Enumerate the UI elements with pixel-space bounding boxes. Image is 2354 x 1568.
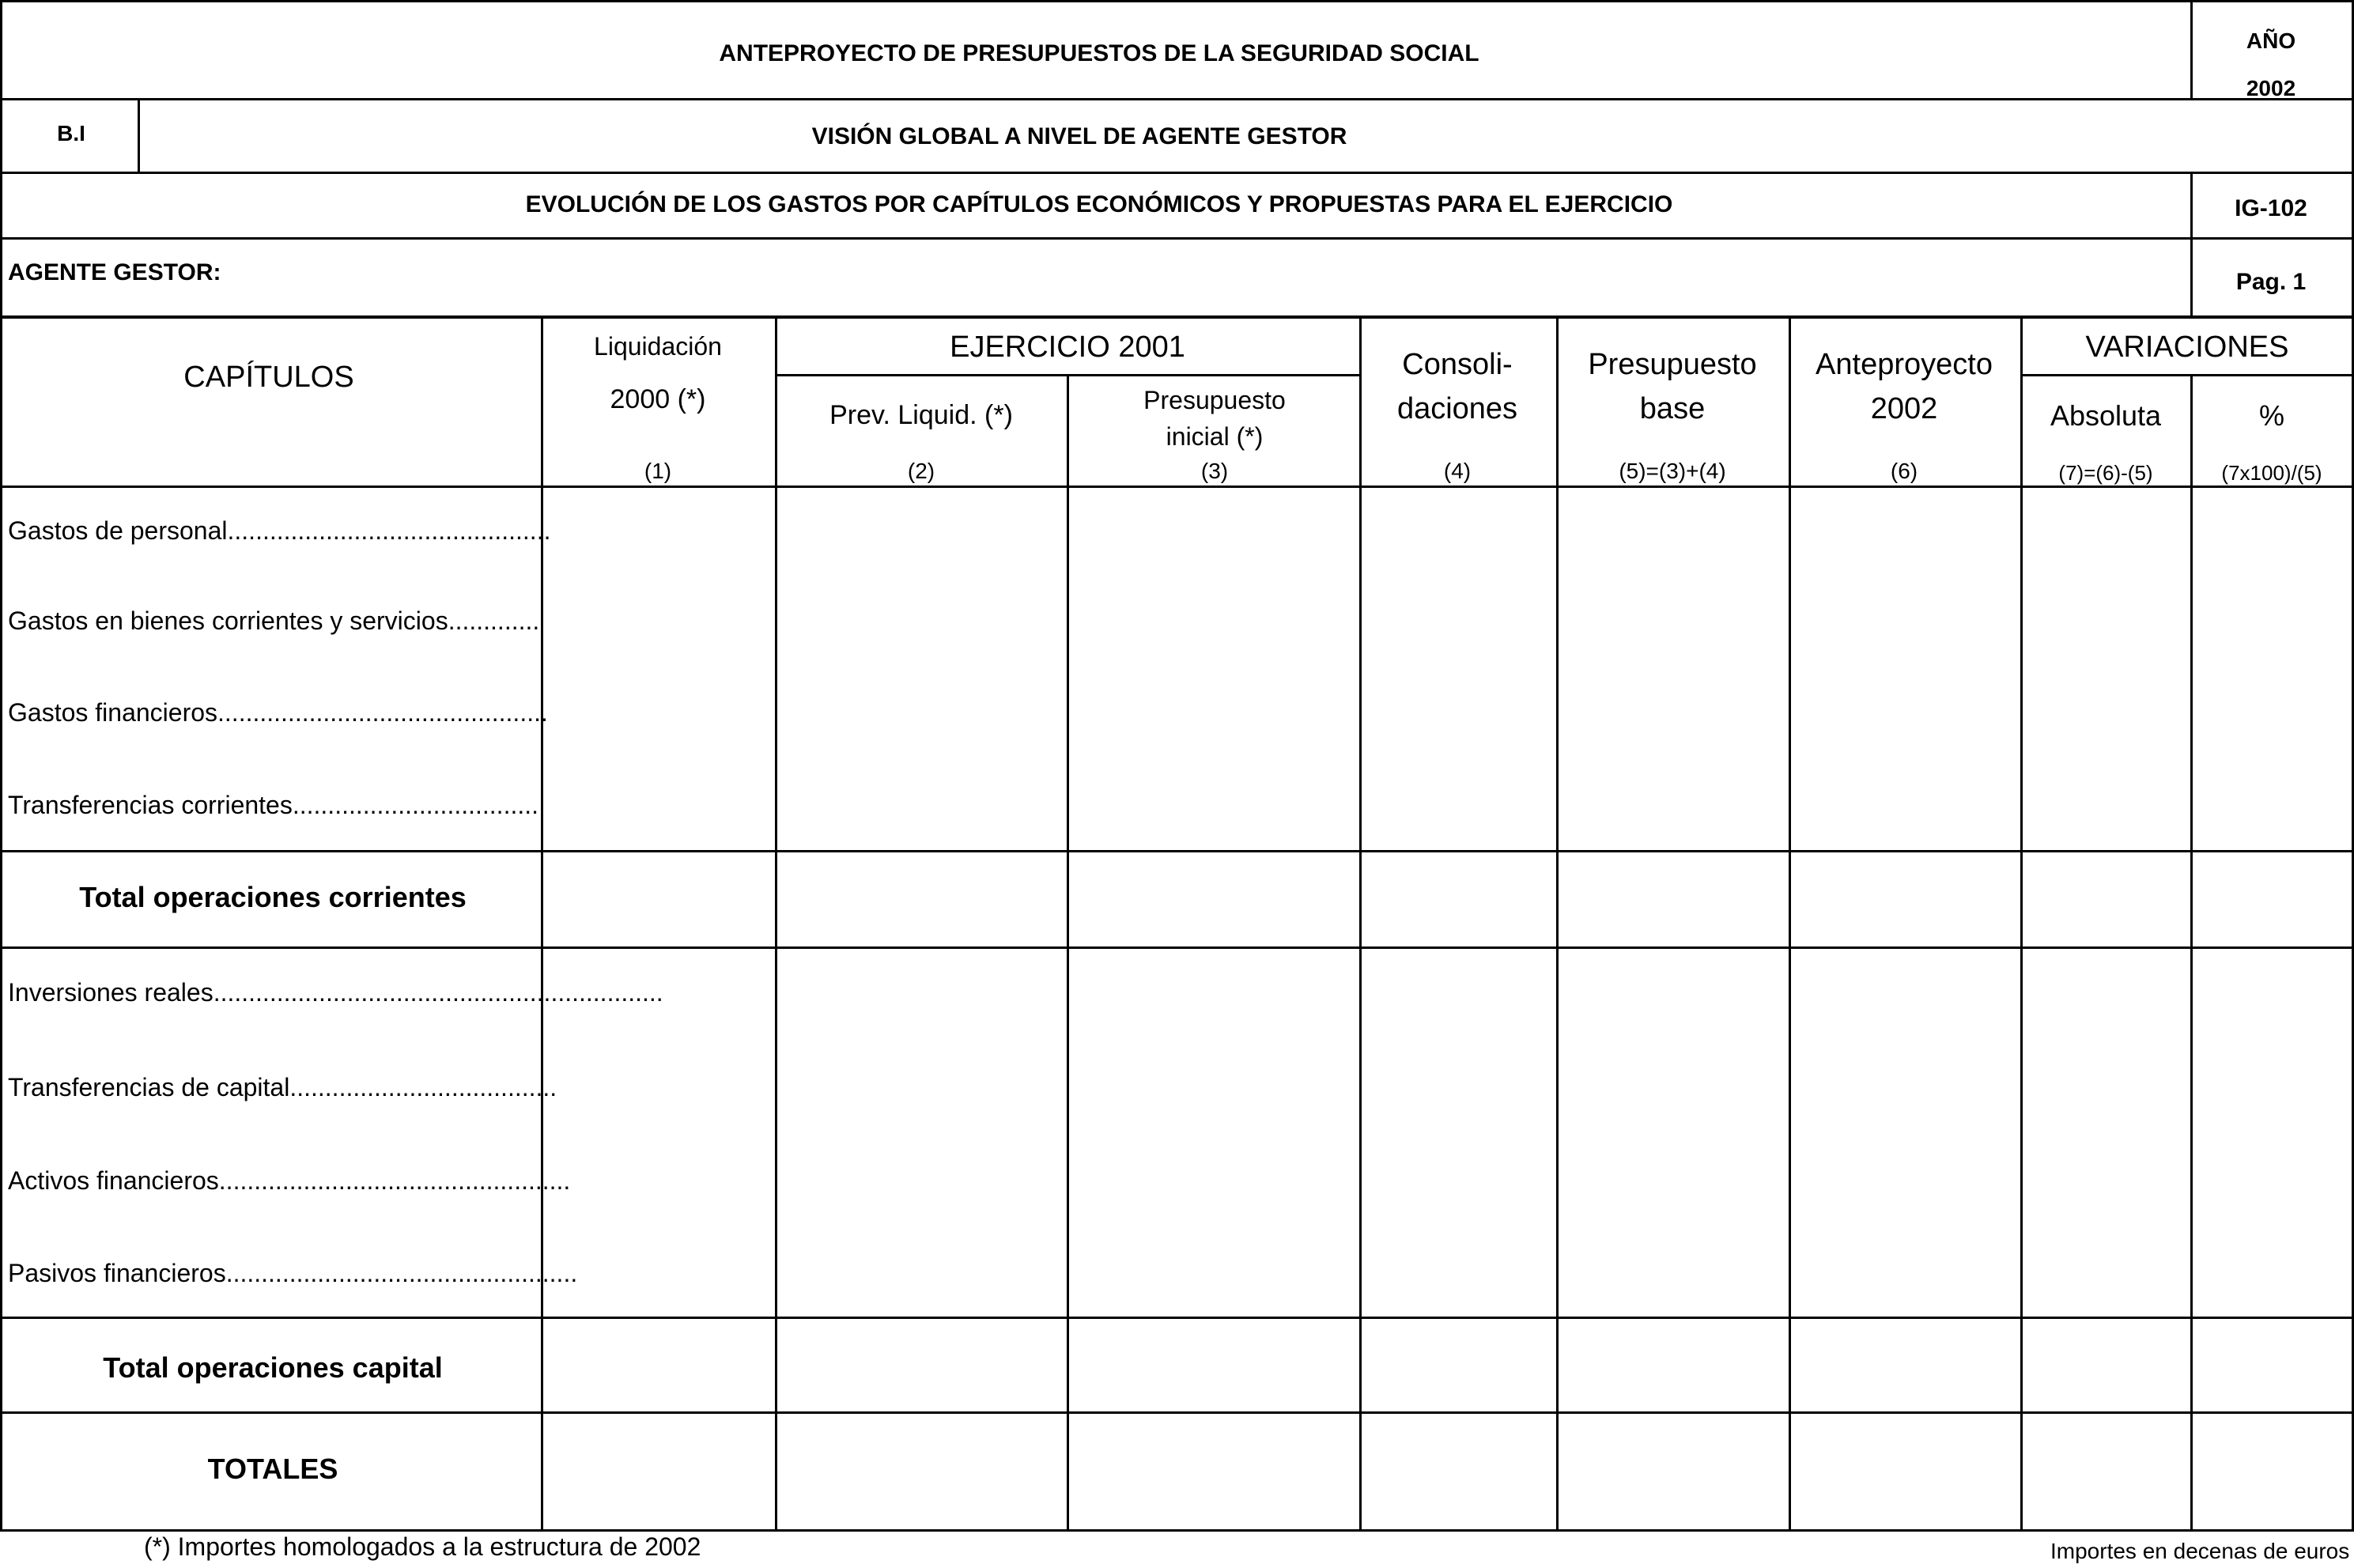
col-header-anteproyecto-2: 2002 [1870,392,1938,425]
section-separator [0,946,2354,949]
group-header-variaciones: VARIACIONES [2085,331,2289,364]
col-header-num-7: (7)=(6)-(5) [2058,461,2153,485]
row-label-bienes-corrientes: Gastos en bienes corrientes y servicios............. [8,606,540,635]
header-divider [0,172,2354,174]
col-header-liquidacion-year: 2000 (*) [610,384,706,414]
group-underline [775,374,1359,376]
col-header-num-2: (2) [907,459,935,483]
col-header-num-1: (1) [644,459,672,483]
year-value: 2002 [2246,76,2296,100]
row-label-inversiones-reales: Inversiones reales................................................................ [8,978,663,1007]
section-title: VISIÓN GLOBAL A NIVEL DE AGENTE GESTOR [811,123,1347,149]
col-header-num-5: (5)=(3)+(4) [1619,459,1726,483]
col-header-presupuesto-base: Presupuesto [1588,348,1757,381]
header-divider [138,98,140,172]
row-label-gastos-financieros: Gastos financieros............................................... [8,698,548,727]
section-separator [0,1317,2354,1319]
row-label-gastos-personal: Gastos de personal.............................................. [8,516,551,545]
value-cell[interactable] [2193,488,2352,850]
document-title: ANTEPROYECTO DE PRESUPUESTOS DE LA SEGURIDAD SOCIAL [719,40,1479,66]
col-header-liquidacion: Liquidación [594,332,722,361]
group-header-ejercicio: EJERCICIO 2001 [950,331,1185,364]
section-code: B.I [57,121,85,145]
row-label-transferencias-corrientes: Transferencias corrientes................................... [8,791,539,819]
col-header-anteproyecto: Anteproyecto [1816,348,1993,381]
value-cell[interactable] [543,488,775,850]
year-label: AÑO [2246,28,2296,53]
value-cell[interactable] [1559,488,1789,850]
col-header-num-8: (7x100)/(5) [2221,461,2322,485]
col-header-presupuesto-base-2: base [1639,392,1706,425]
col-header-percent: % [2258,399,2285,432]
row-label-pasivos-financieros: Pasivos financieros.................................................. [8,1259,578,1287]
col-header-presupuesto-inicial-2: inicial (*) [1166,422,1264,451]
col-header-prev-liquid: Prev. Liquid. (*) [829,400,1013,430]
units-note: Importes en decenas de euros [2050,1539,2350,1563]
col-header-num-6: (6) [1890,459,1918,483]
section-separator [0,1411,2354,1414]
header-divider [0,98,2354,100]
total-operaciones-capital: Total operaciones capital [103,1351,443,1384]
header-divider [2190,172,2193,316]
totales: TOTALES [207,1453,338,1485]
total-operaciones-corrientes: Total operaciones corrientes [79,881,467,913]
section-separator [0,850,2354,852]
col-header-consolidaciones-2: daciones [1396,392,1518,425]
value-cell[interactable] [1362,488,1556,850]
form-code: IG-102 [2235,195,2307,221]
value-cell[interactable] [2023,488,2190,850]
value-cell[interactable] [1791,488,2020,850]
footnote: (*) Importes homologados a la estructura de 2002 [144,1532,701,1561]
col-header-num-4: (4) [1443,459,1472,483]
page-label: Pag. 1 [2235,269,2307,295]
header-divider [2190,0,2193,98]
agent-label: AGENTE GESTOR: [8,259,221,285]
col-header-capitulos: CAPÍTULOS [183,361,354,394]
col-header-absoluta: Absoluta [2050,399,2162,432]
col-header-num-3: (3) [1200,459,1229,483]
col-header-consolidaciones: Consoli- [1402,348,1513,381]
group-underline [2020,374,2354,376]
value-cell[interactable] [1069,488,1359,850]
value-cell[interactable] [777,488,1067,850]
col-header-presupuesto-inicial: Presupuesto [1143,386,1286,414]
row-label-transferencias-capital: Transferencias de capital...................................... [8,1073,557,1101]
header-divider [0,237,2354,240]
document-subtitle: EVOLUCIÓN DE LOS GASTOS POR CAPÍTULOS ECONÓMICOS Y PROPUESTAS PARA EL EJERCICIO [525,191,1673,217]
row-label-activos-financieros: Activos financieros.................................................. [8,1166,571,1195]
